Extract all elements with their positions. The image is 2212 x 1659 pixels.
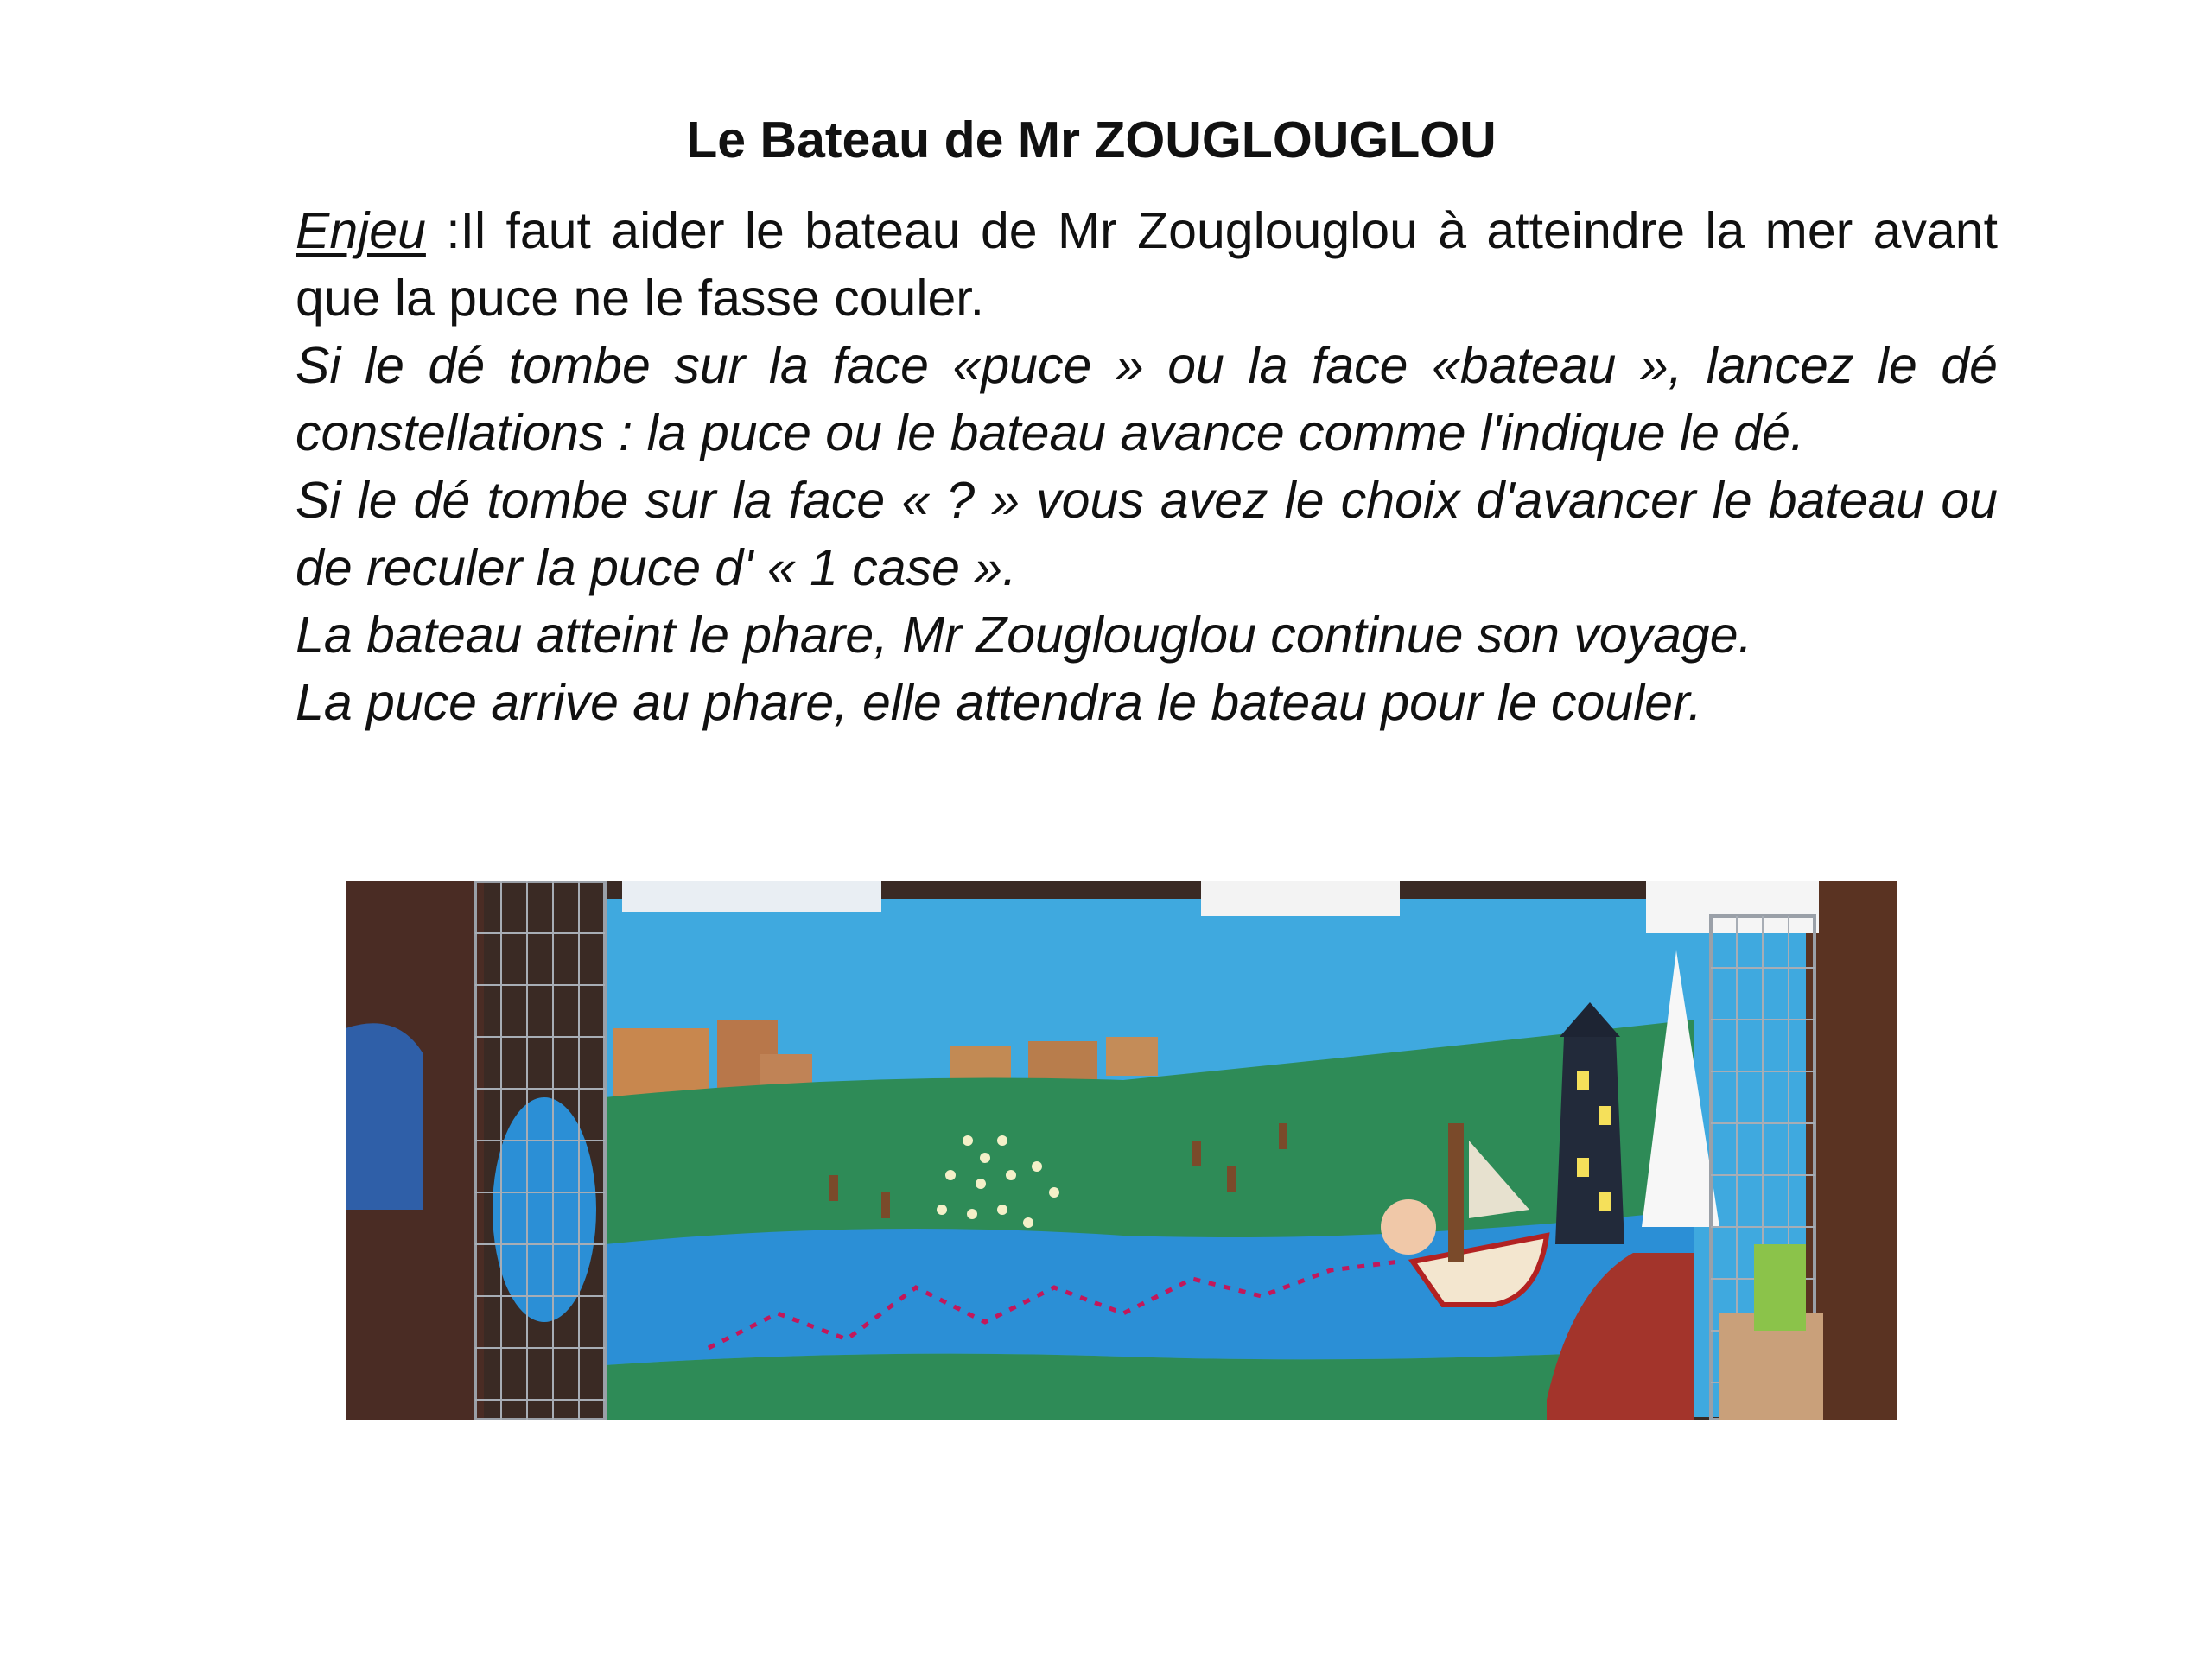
page-title: Le Bateau de Mr ZOUGLOUGLOU [686,111,1497,168]
game-board-illustration [346,881,1897,1420]
rules-text [296,197,1998,736]
rule-flea-wins: La puce arrive au phare, elle attendra le bateau pour le couler. [296,674,1702,731]
rule-dice-question: Si le dé tombe sur la face « ? » vous avez le choix d'avancer le bateau ou de reculer la puce d' « 1 case ». [296,472,1998,596]
rule-boat-wins: La bateau atteint le phare, Mr Zouglouglou continue son voyage. [296,607,1752,664]
enjeu-label: Enjeu [296,202,426,259]
rule-dice-puce-bateau: Si le dé tombe sur la face «puce » ou la face «bateau », lancez le dé constellations : la puce ou le bateau avance comme l'indique le dé. [296,337,1998,461]
game-board-photo [346,881,1897,1420]
enjeu-text: :Il faut aider le bateau de Mr Zouglouglou à atteindre la mer avant que la puce ne le fasse couler. [296,202,1998,327]
enjeu-paragraph [296,197,1998,332]
